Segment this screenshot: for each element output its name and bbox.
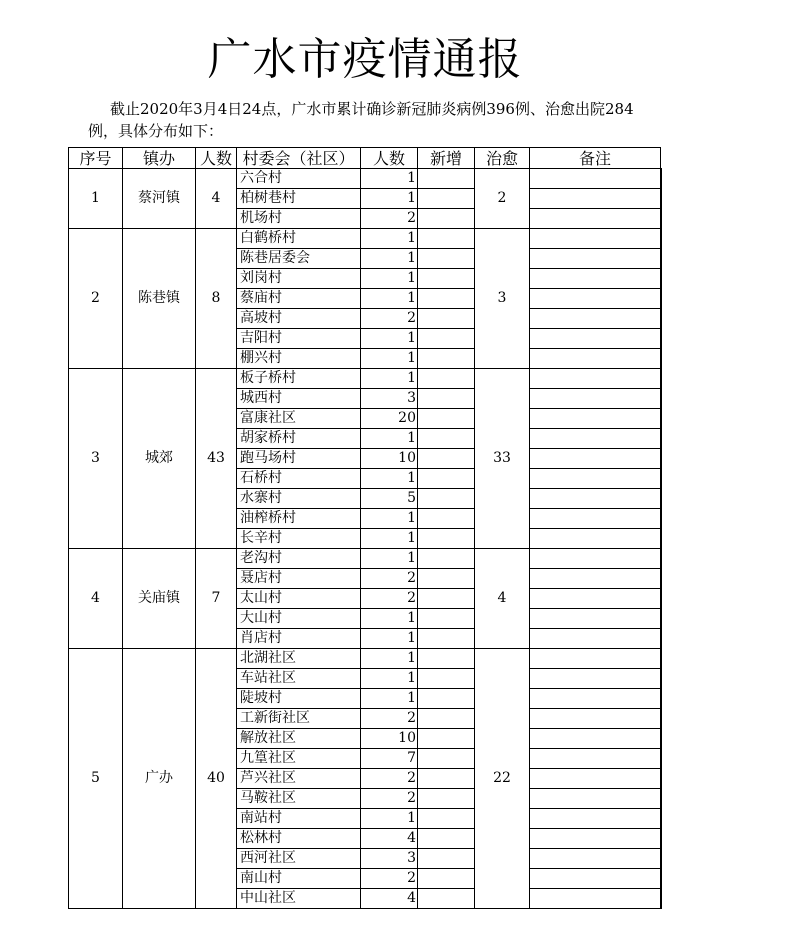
village-count: 2 bbox=[361, 589, 418, 609]
remark-cell bbox=[530, 569, 661, 589]
town-cured: 2 bbox=[475, 169, 530, 229]
new-cases-cell bbox=[418, 669, 475, 689]
remark-cell bbox=[530, 589, 661, 609]
village-count: 5 bbox=[361, 489, 418, 509]
header-town: 镇办 bbox=[123, 148, 196, 169]
town-cured: 4 bbox=[475, 549, 530, 649]
town-name: 蔡河镇 bbox=[123, 169, 196, 229]
town-index: 3 bbox=[69, 369, 123, 549]
village-name: 刘岗村 bbox=[237, 269, 361, 289]
remark-cell bbox=[530, 789, 661, 809]
village-name: 九篁社区 bbox=[237, 749, 361, 769]
intro-paragraph: 截止2020年3月4日24点，广水市累计确诊新冠肺炎病例396例、治愈出院284例，具体分布如下： bbox=[88, 100, 634, 140]
table-row bbox=[69, 169, 661, 189]
header-index: 序号 bbox=[69, 148, 123, 169]
new-cases-cell bbox=[418, 389, 475, 409]
town-index: 1 bbox=[69, 169, 123, 229]
town-index: 2 bbox=[69, 229, 123, 369]
new-cases-cell bbox=[418, 629, 475, 649]
remark-cell bbox=[530, 669, 661, 689]
remark-cell bbox=[530, 489, 661, 509]
remark-cell bbox=[530, 349, 661, 369]
village-count: 1 bbox=[361, 609, 418, 629]
remark-cell bbox=[530, 189, 661, 209]
new-cases-cell bbox=[418, 709, 475, 729]
village-name: 蔡庙村 bbox=[237, 289, 361, 309]
remark-cell bbox=[530, 849, 661, 869]
new-cases-cell bbox=[418, 469, 475, 489]
village-name: 富康社区 bbox=[237, 409, 361, 429]
remark-cell bbox=[530, 449, 661, 469]
remark-cell bbox=[530, 769, 661, 789]
village-name: 六合村 bbox=[237, 169, 361, 189]
remark-cell bbox=[530, 549, 661, 569]
town-name: 广办 bbox=[123, 649, 196, 909]
remark-cell bbox=[530, 509, 661, 529]
new-cases-cell bbox=[418, 869, 475, 889]
village-count: 1 bbox=[361, 429, 418, 449]
village-count: 1 bbox=[361, 629, 418, 649]
village-count: 7 bbox=[361, 749, 418, 769]
village-count: 2 bbox=[361, 309, 418, 329]
village-name: 工新街社区 bbox=[237, 709, 361, 729]
village-name: 吉阳村 bbox=[237, 329, 361, 349]
village-count: 2 bbox=[361, 569, 418, 589]
remark-cell bbox=[530, 169, 661, 189]
village-name: 中山社区 bbox=[237, 889, 361, 909]
remark-cell bbox=[530, 229, 661, 249]
town-index: 4 bbox=[69, 549, 123, 649]
remark-cell bbox=[530, 369, 661, 389]
new-cases-cell bbox=[418, 369, 475, 389]
remark-cell bbox=[530, 609, 661, 629]
page-title: 广水市疫情通报 bbox=[207, 34, 523, 85]
remark-cell bbox=[530, 869, 661, 889]
village-name: 大山村 bbox=[237, 609, 361, 629]
village-name: 高坡村 bbox=[237, 309, 361, 329]
table-row bbox=[69, 649, 661, 669]
village-name: 柏树巷村 bbox=[237, 189, 361, 209]
new-cases-cell bbox=[418, 229, 475, 249]
village-count: 1 bbox=[361, 329, 418, 349]
town-index: 5 bbox=[69, 649, 123, 909]
new-cases-cell bbox=[418, 809, 475, 829]
new-cases-cell bbox=[418, 509, 475, 529]
village-name: 胡家桥村 bbox=[237, 429, 361, 449]
header-cured: 治愈 bbox=[475, 148, 530, 169]
village-name: 肖店村 bbox=[237, 629, 361, 649]
new-cases-cell bbox=[418, 849, 475, 869]
remark-cell bbox=[530, 649, 661, 669]
village-count: 1 bbox=[361, 529, 418, 549]
new-cases-cell bbox=[418, 769, 475, 789]
new-cases-cell bbox=[418, 329, 475, 349]
village-count: 1 bbox=[361, 669, 418, 689]
town-count: 43 bbox=[196, 369, 237, 549]
village-count: 1 bbox=[361, 649, 418, 669]
new-cases-cell bbox=[418, 829, 475, 849]
village-count: 20 bbox=[361, 409, 418, 429]
village-name: 解放社区 bbox=[237, 729, 361, 749]
village-name: 南站村 bbox=[237, 809, 361, 829]
remark-cell bbox=[530, 409, 661, 429]
village-count: 3 bbox=[361, 849, 418, 869]
remark-cell bbox=[530, 709, 661, 729]
village-count: 1 bbox=[361, 689, 418, 709]
remark-cell bbox=[530, 289, 661, 309]
new-cases-cell bbox=[418, 609, 475, 629]
new-cases-cell bbox=[418, 169, 475, 189]
town-count: 8 bbox=[196, 229, 237, 369]
village-name: 石桥村 bbox=[237, 469, 361, 489]
case-distribution-table bbox=[68, 147, 662, 909]
new-cases-cell bbox=[418, 729, 475, 749]
remark-cell bbox=[530, 329, 661, 349]
village-name: 棚兴村 bbox=[237, 349, 361, 369]
village-name: 板子桥村 bbox=[237, 369, 361, 389]
town-count: 4 bbox=[196, 169, 237, 229]
remark-cell bbox=[530, 809, 661, 829]
village-name: 车站社区 bbox=[237, 669, 361, 689]
village-name: 水寨村 bbox=[237, 489, 361, 509]
village-count: 3 bbox=[361, 389, 418, 409]
town-name: 陈巷镇 bbox=[123, 229, 196, 369]
village-count: 1 bbox=[361, 249, 418, 269]
village-name: 城西村 bbox=[237, 389, 361, 409]
village-name: 南山村 bbox=[237, 869, 361, 889]
new-cases-cell bbox=[418, 649, 475, 669]
town-name: 城郊 bbox=[123, 369, 196, 549]
village-count: 2 bbox=[361, 209, 418, 229]
village-count: 10 bbox=[361, 449, 418, 469]
remark-cell bbox=[530, 209, 661, 229]
village-count: 1 bbox=[361, 469, 418, 489]
village-count: 2 bbox=[361, 869, 418, 889]
new-cases-cell bbox=[418, 529, 475, 549]
remark-cell bbox=[530, 269, 661, 289]
village-count: 1 bbox=[361, 809, 418, 829]
new-cases-cell bbox=[418, 209, 475, 229]
new-cases-cell bbox=[418, 689, 475, 709]
remark-cell bbox=[530, 829, 661, 849]
town-cured: 3 bbox=[475, 229, 530, 369]
new-cases-cell bbox=[418, 269, 475, 289]
table-row bbox=[69, 369, 661, 389]
remark-cell bbox=[530, 469, 661, 489]
header-village-count: 人数 bbox=[361, 148, 418, 169]
new-cases-cell bbox=[418, 309, 475, 329]
village-count: 1 bbox=[361, 289, 418, 309]
new-cases-cell bbox=[418, 489, 475, 509]
new-cases-cell bbox=[418, 749, 475, 769]
new-cases-cell bbox=[418, 889, 475, 909]
remark-cell bbox=[530, 629, 661, 649]
new-cases-cell bbox=[418, 549, 475, 569]
village-name: 太山村 bbox=[237, 589, 361, 609]
village-count: 1 bbox=[361, 369, 418, 389]
remark-cell bbox=[530, 729, 661, 749]
remark-cell bbox=[530, 529, 661, 549]
village-name: 机场村 bbox=[237, 209, 361, 229]
village-name: 马鞍社区 bbox=[237, 789, 361, 809]
village-name: 芦兴社区 bbox=[237, 769, 361, 789]
new-cases-cell bbox=[418, 449, 475, 469]
new-cases-cell bbox=[418, 249, 475, 269]
village-count: 1 bbox=[361, 549, 418, 569]
village-count: 2 bbox=[361, 709, 418, 729]
new-cases-cell bbox=[418, 409, 475, 429]
new-cases-cell bbox=[418, 429, 475, 449]
village-name: 白鹤桥村 bbox=[237, 229, 361, 249]
village-name: 长辛村 bbox=[237, 529, 361, 549]
header-village: 村委会（社区） bbox=[237, 148, 361, 169]
new-cases-cell bbox=[418, 789, 475, 809]
new-cases-cell bbox=[418, 289, 475, 309]
table-row bbox=[69, 549, 661, 569]
village-name: 聂店村 bbox=[237, 569, 361, 589]
village-count: 10 bbox=[361, 729, 418, 749]
new-cases-cell bbox=[418, 569, 475, 589]
remark-cell bbox=[530, 749, 661, 769]
village-count: 1 bbox=[361, 269, 418, 289]
town-name: 关庙镇 bbox=[123, 549, 196, 649]
town-cured: 33 bbox=[475, 369, 530, 549]
village-count: 1 bbox=[361, 349, 418, 369]
village-count: 1 bbox=[361, 509, 418, 529]
village-name: 跑马场村 bbox=[237, 449, 361, 469]
village-name: 油榨桥村 bbox=[237, 509, 361, 529]
village-name: 陈巷居委会 bbox=[237, 249, 361, 269]
village-count: 2 bbox=[361, 789, 418, 809]
new-cases-cell bbox=[418, 189, 475, 209]
village-count: 4 bbox=[361, 889, 418, 909]
village-count: 1 bbox=[361, 189, 418, 209]
village-name: 松林村 bbox=[237, 829, 361, 849]
village-count: 1 bbox=[361, 169, 418, 189]
new-cases-cell bbox=[418, 349, 475, 369]
town-count: 40 bbox=[196, 649, 237, 909]
village-name: 老沟村 bbox=[237, 549, 361, 569]
village-count: 2 bbox=[361, 769, 418, 789]
header-town-count: 人数 bbox=[196, 148, 237, 169]
header-new: 新增 bbox=[418, 148, 475, 169]
table-header-row bbox=[69, 148, 661, 169]
remark-cell bbox=[530, 689, 661, 709]
remark-cell bbox=[530, 309, 661, 329]
table-row bbox=[69, 229, 661, 249]
remark-cell bbox=[530, 889, 661, 909]
village-name: 陡坡村 bbox=[237, 689, 361, 709]
remark-cell bbox=[530, 389, 661, 409]
new-cases-cell bbox=[418, 589, 475, 609]
header-remark: 备注 bbox=[530, 148, 661, 169]
remark-cell bbox=[530, 249, 661, 269]
remark-cell bbox=[530, 429, 661, 449]
town-count: 7 bbox=[196, 549, 237, 649]
village-name: 北湖社区 bbox=[237, 649, 361, 669]
town-cured: 22 bbox=[475, 649, 530, 909]
village-count: 4 bbox=[361, 829, 418, 849]
village-name: 西河社区 bbox=[237, 849, 361, 869]
village-count: 1 bbox=[361, 229, 418, 249]
